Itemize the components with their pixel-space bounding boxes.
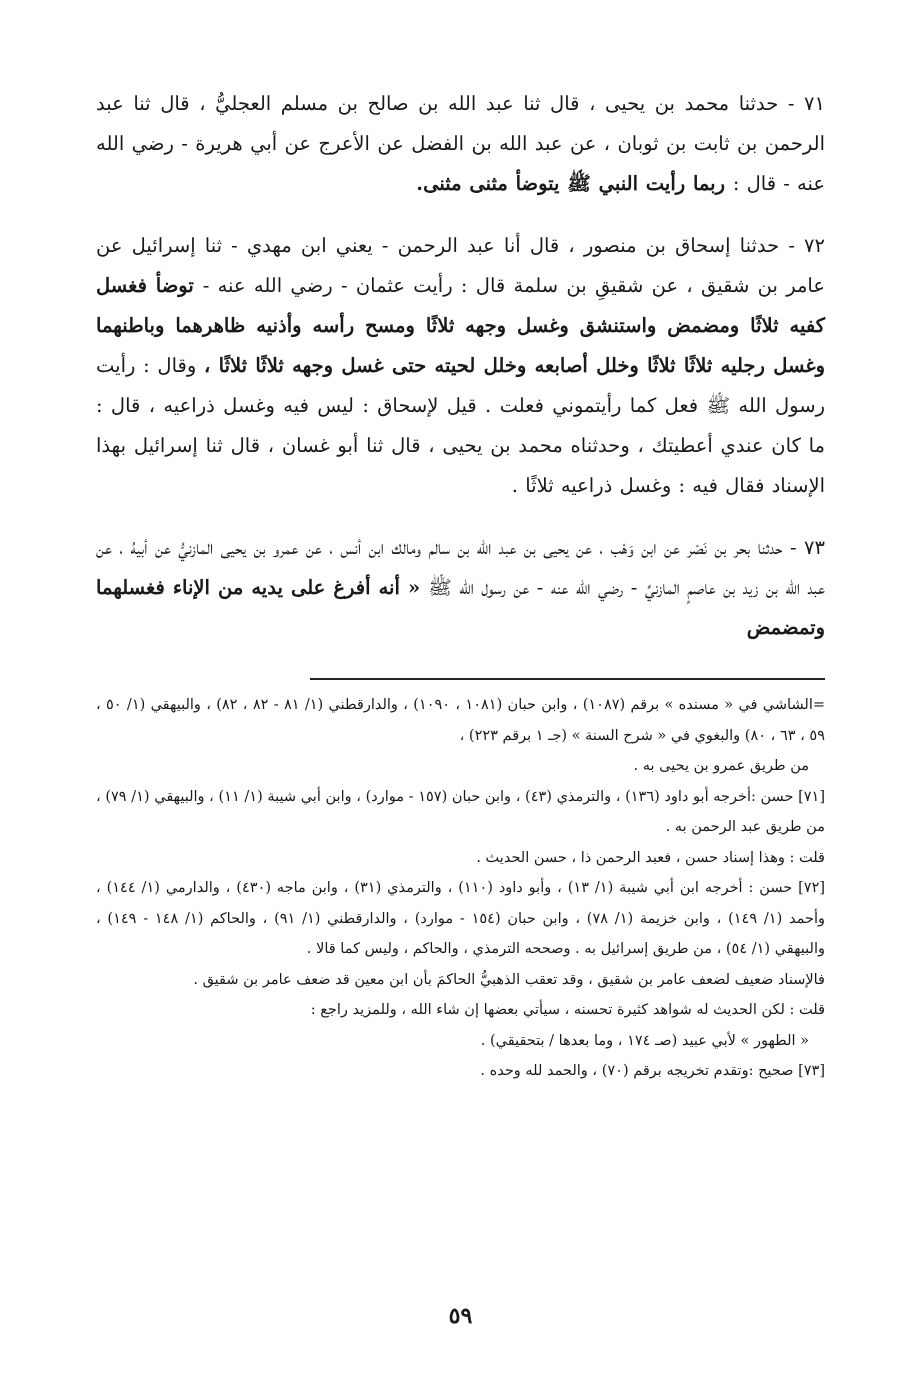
footnote-line: فالإسناد ضعيف لضعف عامر بن شقيق ، وقد تعقب الذهبيُّ الحاكمَ بأن ابن معين قد ضعف عامر بن شقيق . xyxy=(193,971,825,988)
hadith-73 xyxy=(96,528,825,648)
hadith-71 xyxy=(96,84,825,204)
hadith-72-text: ٧٢ - حدثنا إسحاق بن منصور ، قال أنا عبد الرحمن - يعني ابن مهدي - ثنا إسرائيل عن عامر بن شقيق ، عن شقيقِ بن سلمة قال : رأيت عثمان - رضي الله عنه - xyxy=(96,234,825,297)
footnote-line: =الشاشي في « مسنده » برقم (١٠٨٧) ، وابن حبان (١٠٨١ ، ١٠٩٠) ، والدارقطني (١/ ٨١ - ٨٢ ، ٨٢) ، والبيهقي (١/ ٥٠ ، ٥٩ ، ٦٣ ، ٨٠) والبغوي في « شرح السنة » (جـ ١ برقم ٢٢٣) ، xyxy=(96,697,825,744)
footnote-line: قلت : وهذا إسناد حسن ، فعبد الرحمن ذا ، حسن الحديث . xyxy=(476,849,825,866)
footnote-line: من طريق عمرو بن يحيى به . xyxy=(633,758,809,774)
hadith-73-text: ٧٣ - حدثنا بحر بن نَصْر عن ابن وَهْب ، عن يحيى بن عبد الله بن سالم ومالك ابن أنس ، عن عمرو بن يحيى المازنيُّ عن أبيهُ ، عن عبد الله بن زيد بن عاصمٍ المازنيِّ - رضي الله عنه - عن رسول الله ﷺ xyxy=(96,536,825,599)
hadith-73-matn: « أنه أفرغ على يديه من الإناء فغسلهما وتمضمض xyxy=(96,576,825,639)
footnotes xyxy=(96,690,825,1087)
footnote-71: [٧١] حسن :أخرجه أبو داود (١٣٦) ، والترمذي (٤٣) ، وابن حبان (١٥٧ - موارد) ، وابن أبي شيبة (١/ ١١) ، والبيهقي (١/ ٧٩) ، من طريق عبد الرحمن به . xyxy=(96,788,825,835)
hadith-72-matn: توضأ فغسل كفيه ثلاثًا ومضمض واستنشق وغسل وجهه ثلاثًا ومسح رأسه وأذنيه ظاهرهما وباطنهما وغسل رجليه ثلاثًا ثلاثًا وخلل أصابعه وخلل لحيته حتى غسل وجهه ثلاثًا ثلاثًا ، xyxy=(96,274,825,377)
footnote-line: قلت : لكن الحديث له شواهد كثيرة تحسنه ، سيأتي بعضها إن شاء الله ، وللمزيد راجع : xyxy=(310,1002,825,1018)
footnote-72: [٧٢] حسن : أخرجه ابن أبي شيبة (١/ ١٣) ، وأبو داود (١١٠) ، والترمذي (٣١) ، وابن ماجه (٤٣٠) ، والدارمي (١/ ١٤٤) ، وأحمد (١/ ١٤٩) ، وابن خزيمة (١/ ٧٨) ، وابن حبان (١٥٤ - موارد) ، والدارقطني (١/ ٩١) ، والحاكم (١/ ١٤٨ - ١٤٩) ، والبيهقي (١/ ٥٤) ، من طريق إسرائيل به . وصححه الترمذي ، والحاكم ، وليس كما قالا . xyxy=(96,880,826,957)
footnote-line: « الطهور » لأبي عبيد (صـ ١٧٤ ، وما بعدها / بتحقيقي) . xyxy=(480,1032,809,1049)
hadith-71-text: ٧١ - حدثنا محمد بن يحيى ، قال ثنا عبد الله بن صالح بن مسلم العجليُّ ، قال ثنا عبد الرحمن بن ثابت بن ثوبان ، عن عبد الله بن الفضل عن الأعرج عن أبي هريرة - رضي الله عنه - قال : xyxy=(96,92,825,195)
main-text xyxy=(96,84,825,670)
hadith-72-text-2: وقال : رأيت رسول الله ﷺ فعل كما رأيتموني فعلت . قيل لإسحاق : ليس فيه وغسل ذراعيه ، قال : ما كان عندي أعطيتك ، وحدثناه محمد بن يحيى ، قال ثنا أبو غسان ، قال ثنا إسرائيل بهذا الإسناد فقال فيه : وغسل ذراعيه ثلاثًا . xyxy=(96,354,825,497)
footnote-divider xyxy=(310,678,825,680)
page-number: ٥٩ xyxy=(448,1303,473,1329)
hadith-71-matn: ربما رأيت النبي ﷺ يتوضأ مثنى مثنى. xyxy=(416,172,733,195)
hadith-72 xyxy=(96,226,825,506)
footnote-73: [٧٣] صحيح :وتقدم تخريجه برقم (٧٠) ، والحمد لله وحده . xyxy=(480,1063,825,1079)
